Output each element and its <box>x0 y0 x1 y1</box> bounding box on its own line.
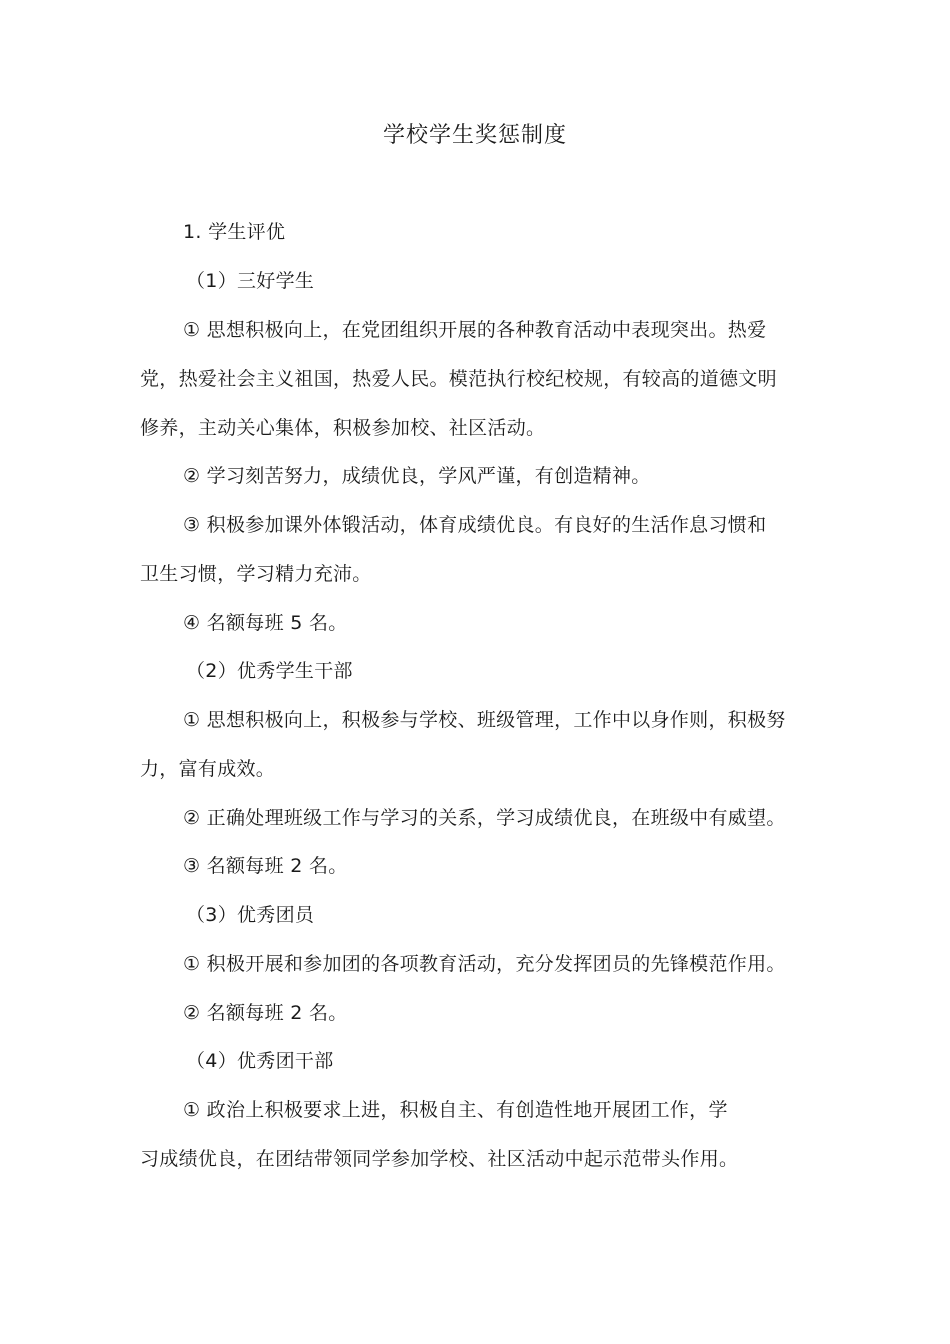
subsection-heading-merit-student: （1）三好学生 <box>186 270 315 292</box>
paragraph-line: 修养，主动关心集体，积极参加校、社区活动。 <box>140 417 546 439</box>
subsection-heading-excellent-member: （3）优秀团员 <box>186 904 315 926</box>
paragraph-line: 力，富有成效。 <box>140 758 276 780</box>
paragraph-line: ② 名额每班 2 名。 <box>183 1002 348 1024</box>
paragraph-line: ① 政治上积极要求上进，积极自主、有创造性地开展团工作，学 <box>183 1099 728 1121</box>
subsection-heading-excellent-cadre: （2）优秀学生干部 <box>186 660 353 682</box>
paragraph-line: 党，热爱社会主义祖国，热爱人民。模范执行校纪校规，有较高的道德文明 <box>140 368 777 390</box>
paragraph-line: ① 积极开展和参加团的各项教育活动，充分发挥团员的先锋模范作用。 <box>183 953 786 975</box>
paragraph-line: ① 思想积极向上，积极参与学校、班级管理，工作中以身作则，积极努 <box>183 709 786 731</box>
paragraph-line: ① 思想积极向上，在党团组织开展的各种教育活动中表现突出。热爱 <box>183 319 767 341</box>
subsection-heading-excellent-league-cadre: （4）优秀团干部 <box>186 1050 334 1072</box>
section-heading-student-awards: 1. 学生评优 <box>183 221 286 243</box>
paragraph-line: 习成绩优良，在团结带领同学参加学校、社区活动中起示范带头作用。 <box>140 1148 739 1170</box>
paragraph-line: ③ 积极参加课外体锻活动，体育成绩优良。有良好的生活作息习惯和 <box>183 514 767 536</box>
paragraph-line: ② 学习刻苦努力，成绩优良，学风严谨，有创造精神。 <box>183 465 651 487</box>
paragraph-line: ④ 名额每班 5 名。 <box>183 612 348 634</box>
paragraph-line: 卫生习惯，学习精力充沛。 <box>140 563 372 585</box>
paragraph-line: ② 正确处理班级工作与学习的关系，学习成绩优良，在班级中有威望。 <box>183 807 786 829</box>
document-title: 学校学生奖惩制度 <box>382 123 567 148</box>
paragraph-line: ③ 名额每班 2 名。 <box>183 855 348 877</box>
